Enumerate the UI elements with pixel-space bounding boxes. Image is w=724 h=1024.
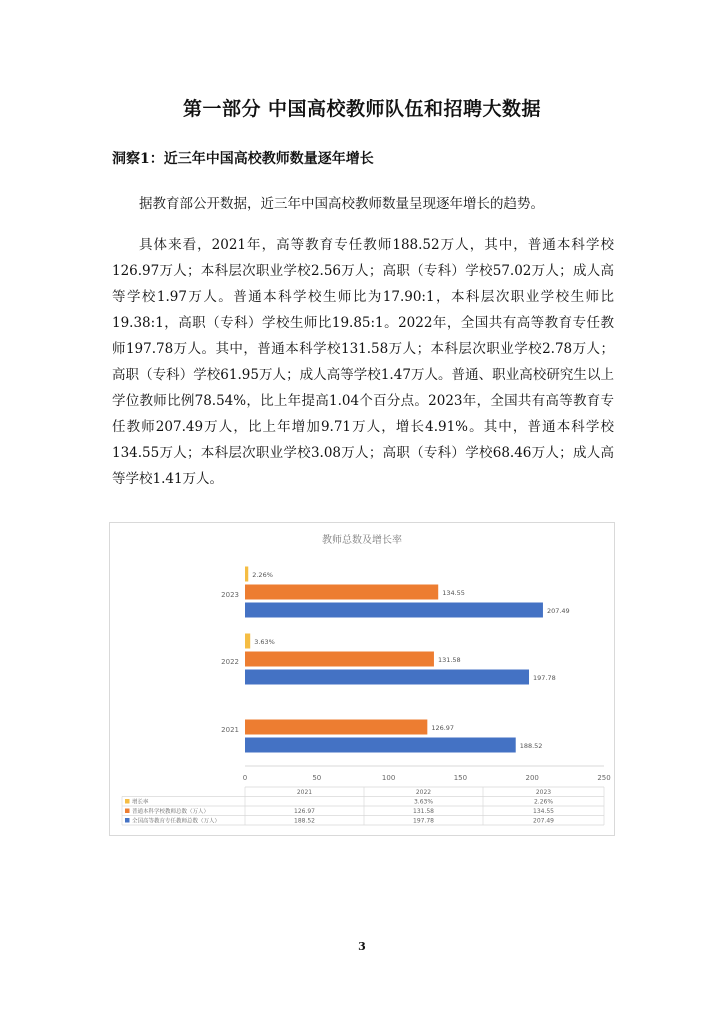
page-number: 3 [358, 940, 366, 953]
table-cell: 2.26% [533, 798, 554, 806]
table-cell: 126.97 [294, 808, 315, 815]
x-tick-label: 150 [453, 774, 468, 782]
data-label-0-2023: 2.26% [252, 571, 273, 579]
table-cell: 131.58 [413, 808, 434, 815]
table-cell: 207.49 [533, 817, 554, 825]
legend-label-2: 全国高等教育专任教师总数（万人） [132, 818, 221, 825]
table-header-cell: 2023 [535, 789, 552, 796]
data-label-1-2023: 134.55 [442, 589, 465, 597]
bar-0-2022 [245, 634, 250, 649]
table-cell: 3.63% [413, 798, 434, 806]
bar-1-2021 [245, 720, 427, 735]
teacher-count-chart [109, 522, 615, 836]
bar-0-2023 [245, 567, 248, 582]
bar-2-2022 [245, 670, 529, 685]
bar-1-2023 [245, 585, 438, 600]
category-label-2023: 2023 [221, 591, 239, 599]
section-heading: 洞察1：近三年中国高校教师数量逐年增长 [112, 151, 374, 167]
table-cell: 197.78 [413, 817, 434, 825]
table-header-cell: 2022 [415, 789, 432, 796]
bar-2-2023 [245, 603, 543, 618]
chart-title: 教师总数及增长率 [322, 535, 402, 546]
detail-paragraph: 具体来看，2021年，高等教育专任教师188.52万人，其中，普通本科学校126.97万人；本科层次职业学校2.56万人；高职（专科）学校57.02万人；成人高等学校1.97万人。普通本科学校生师比为17.90:1，本科层次职业学校生师比19.38:1，高职（专科）学校生师比19.85:1。2022年，全国共有高等教育专任教师197.78万人。其中，普通本科学校131.58万人；本科层次职业学校2.78万人；高职（专科）学校61.95万人；成人高等学校1.47万人。普通、职业高校研究生以上学位教师比例78.54%，比上年提高1.04个百分点。2023年，全国共有高等教育专任教师207.49万人，比上年增加9.71万人，增长4.91%。其中，普通本科学校134.55万人；本科层次职业学校3.08万人；高职（专科）学校68.46万人；成人高等学校1.41万人。 [112, 237, 614, 487]
intro-paragraph: 据教育部公开数据，近三年中国高校教师数量呈现逐年增长的趋势。 [139, 196, 544, 212]
x-tick-label: 200 [525, 774, 539, 782]
category-label-2021: 2021 [221, 726, 239, 734]
data-label-2-2021: 188.52 [519, 742, 543, 750]
data-label-0-2022: 3.63% [254, 638, 275, 646]
legend-label-0: 增长率 [132, 799, 149, 806]
x-tick-label: 50 [312, 774, 322, 782]
table-cell: 188.52 [294, 817, 315, 825]
bar-1-2022 [245, 652, 434, 667]
x-tick-label: 0 [242, 774, 248, 782]
data-label-1-2021: 126.97 [431, 724, 455, 732]
category-label-2022: 2022 [221, 658, 239, 666]
data-label-2-2023: 207.49 [546, 607, 570, 615]
page-title: 第一部分 中国高校教师队伍和招聘大数据 [182, 98, 542, 120]
table-header-cell: 2021 [296, 789, 313, 796]
legend-key-2 [125, 818, 130, 823]
x-tick-label: 250 [597, 774, 611, 782]
data-label-1-2022: 131.58 [437, 656, 461, 664]
chart-canvas [110, 523, 614, 835]
legend-key-1 [125, 809, 130, 814]
data-label-2-2022: 197.78 [533, 674, 556, 682]
bar-2-2021 [245, 738, 516, 753]
table-cell: 134.55 [533, 808, 554, 815]
x-tick-label: 100 [381, 774, 396, 782]
legend-label-1: 普通本科学校教师总数（万人） [132, 809, 210, 815]
legend-key-0 [125, 799, 130, 804]
